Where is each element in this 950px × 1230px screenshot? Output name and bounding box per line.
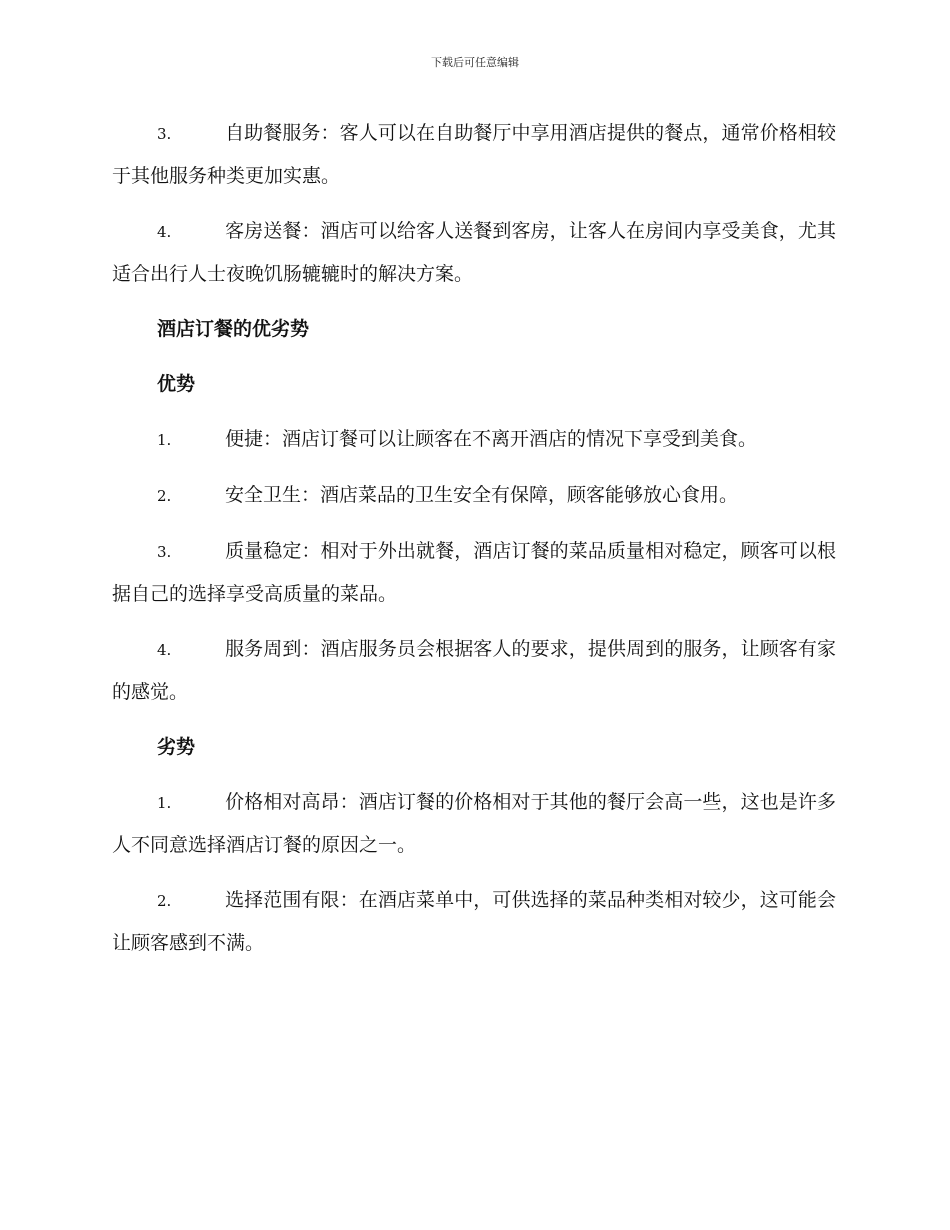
list-number: 3. bbox=[157, 543, 172, 561]
list-number: 4. bbox=[157, 641, 172, 659]
list-text: 客房送餐：酒店可以给客人送餐到客房，让客人在房间内享受美食，尤其适合出行人士夜晚饥肠辘辘时的解决方案。 bbox=[112, 220, 836, 285]
list-text: 质量稳定：相对于外出就餐，酒店订餐的菜品质量相对稳定，顾客可以根据自己的选择享受高质量的菜品。 bbox=[112, 540, 836, 605]
list-number: 3. bbox=[157, 125, 172, 143]
list-item bbox=[112, 879, 836, 964]
list-text: 价格相对高昂：酒店订餐的价格相对于其他的餐厅会高一些，这也是许多人不同意选择酒店订餐的原因之一。 bbox=[112, 791, 836, 856]
list-number: 4. bbox=[157, 223, 172, 241]
page-header: 下载后可任意编辑 bbox=[431, 56, 519, 69]
section-heading: 酒店订餐的优劣势 bbox=[157, 318, 310, 340]
list-item bbox=[112, 474, 836, 517]
list-item bbox=[112, 210, 836, 295]
list-text: 服务周到：酒店服务员会根据客人的要求，提供周到的服务，让顾客有家的感觉。 bbox=[112, 638, 836, 703]
list-item bbox=[112, 530, 836, 615]
list-text: 选择范围有限：在酒店菜单中，可供选择的菜品种类相对较少，这可能会让顾客感到不满。 bbox=[112, 889, 836, 954]
list-number: 1. bbox=[157, 794, 172, 812]
list-item bbox=[112, 418, 836, 461]
list-text: 安全卫生：酒店菜品的卫生安全有保障，顾客能够放心食用。 bbox=[225, 484, 739, 506]
list-number: 1. bbox=[157, 431, 172, 449]
list-item bbox=[112, 628, 836, 713]
subsection-heading-disadvantages: 劣势 bbox=[157, 736, 196, 758]
document-body bbox=[112, 112, 836, 977]
list-text: 便捷：酒店订餐可以让顾客在不离开酒店的情况下享受到美食。 bbox=[225, 428, 758, 450]
list-item bbox=[112, 112, 836, 197]
list-text: 自助餐服务：客人可以在自助餐厅中享用酒店提供的餐点，通常价格相较于其他服务种类更加实惠。 bbox=[112, 122, 836, 187]
list-number: 2. bbox=[157, 892, 172, 910]
list-number: 2. bbox=[157, 487, 172, 505]
subsection-heading-advantages: 优势 bbox=[157, 373, 196, 395]
list-item bbox=[112, 781, 836, 866]
